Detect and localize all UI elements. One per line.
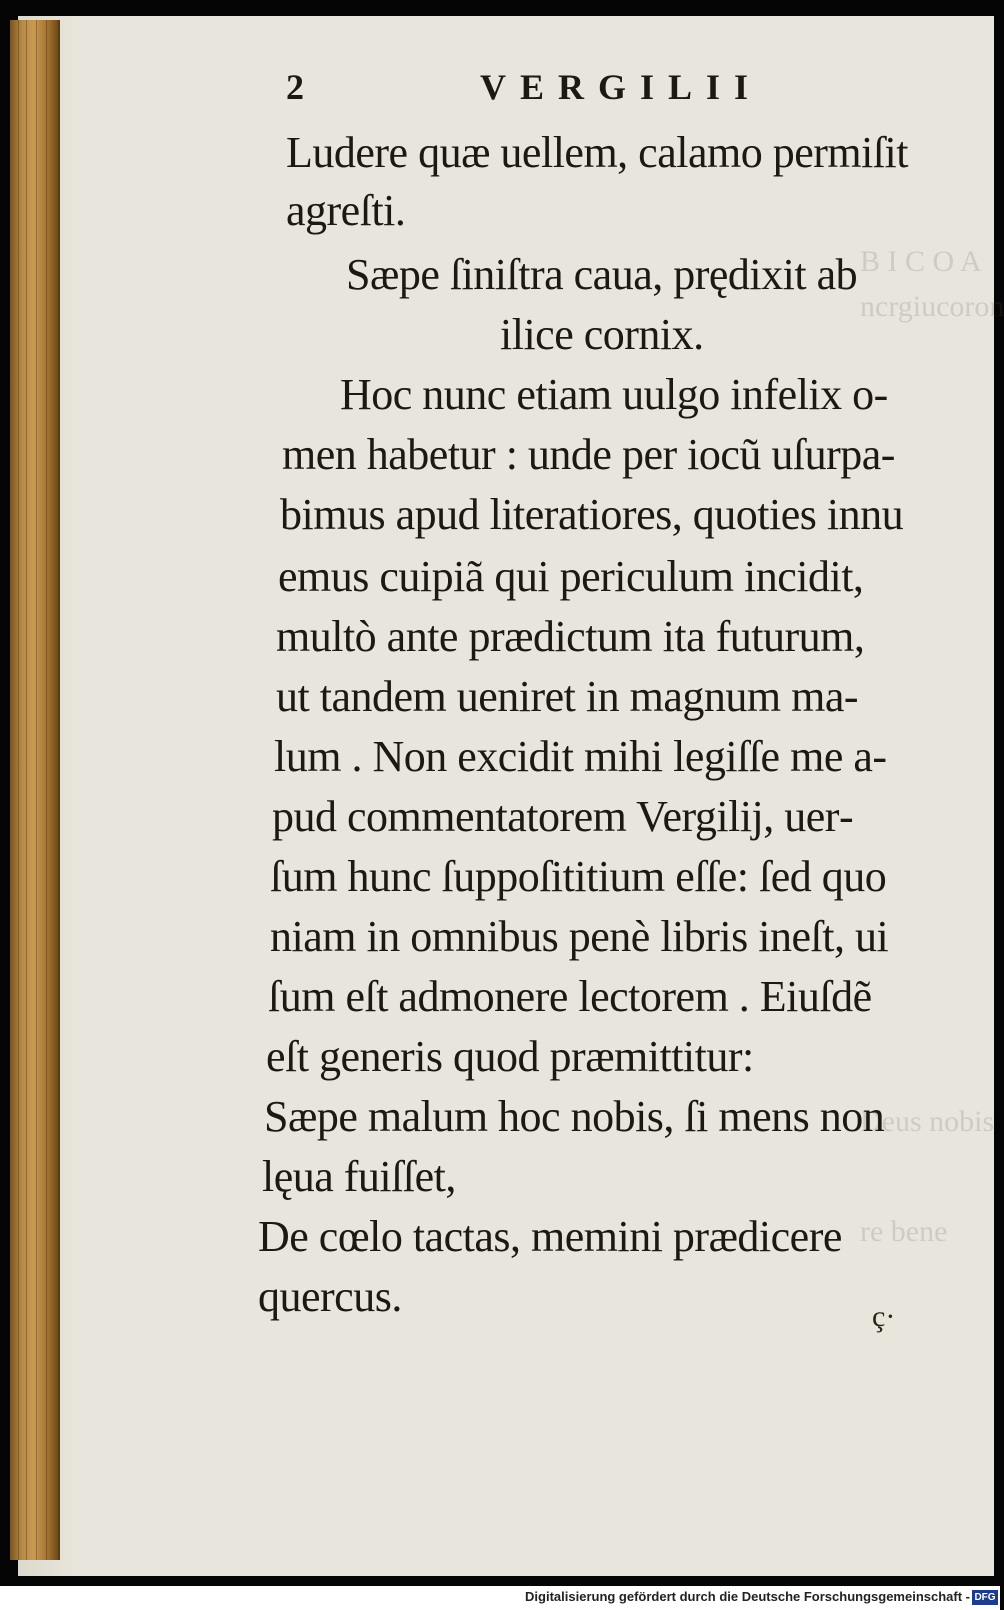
text-line: agreſti. xyxy=(286,186,406,235)
text-line: ilice cornix. xyxy=(500,310,704,359)
text-line: De cœlo tactas, memini prædicere xyxy=(258,1212,842,1261)
show-through-text: re bene xyxy=(860,1215,948,1248)
dfg-logo-icon: DFG xyxy=(972,1590,998,1605)
text-line: lęua fuiſſet, xyxy=(262,1152,456,1201)
digitization-footer xyxy=(0,1586,1000,1610)
text-line: eſt generis quod præmittitur: xyxy=(266,1032,754,1081)
show-through-text: Deus nobis xyxy=(860,1105,995,1138)
text-line: niam in omnibus penè libris ineſt, ui xyxy=(270,912,889,961)
text-line: ſum hunc ſuppoſititium eſſe: ſed quo xyxy=(270,852,887,901)
text-line: Sæpe ſiniſtra caua, prędixit ab xyxy=(346,250,858,299)
text-line: men habetur : unde per iocũ uſurpa‐ xyxy=(282,430,895,479)
text-line: multò ante prædictum ita futurum, xyxy=(276,612,865,661)
text-line: pud commentatorem Vergilij, uer‐ xyxy=(272,792,854,841)
show-through-text: B I C O A xyxy=(860,245,982,278)
text-line: lum . Non excidit mihi legiſſe me a‐ xyxy=(274,732,887,781)
running-head: VERGILII xyxy=(480,67,763,107)
text-line: Sæpe malum hoc nobis, ſi mens non xyxy=(264,1092,885,1141)
text-line: Hoc nunc etiam uulgo infelix o‐ xyxy=(340,370,888,419)
text-line: bimus apud literatiores, quoties innu xyxy=(280,490,904,539)
page-number: 2 xyxy=(286,67,304,107)
funding-credit: Digitalisierung gefördert durch die Deutsche Forschungsgemeinschaft - xyxy=(525,1589,970,1604)
text-line: Ludere quæ uellem, calamo permiſit xyxy=(286,128,909,177)
text-line: emus cuipiã qui periculum incidit, xyxy=(278,552,864,601)
show-through-text: ncrgiucoron xyxy=(860,290,1004,323)
text-line: ſum eſt admonere lectorem . Eiuſdẽ xyxy=(268,972,872,1021)
signature-mark: ç· xyxy=(872,1300,896,1333)
text-line: ut tandem ueniret in magnum ma‐ xyxy=(276,672,859,721)
text-line: quercus. xyxy=(258,1272,402,1321)
